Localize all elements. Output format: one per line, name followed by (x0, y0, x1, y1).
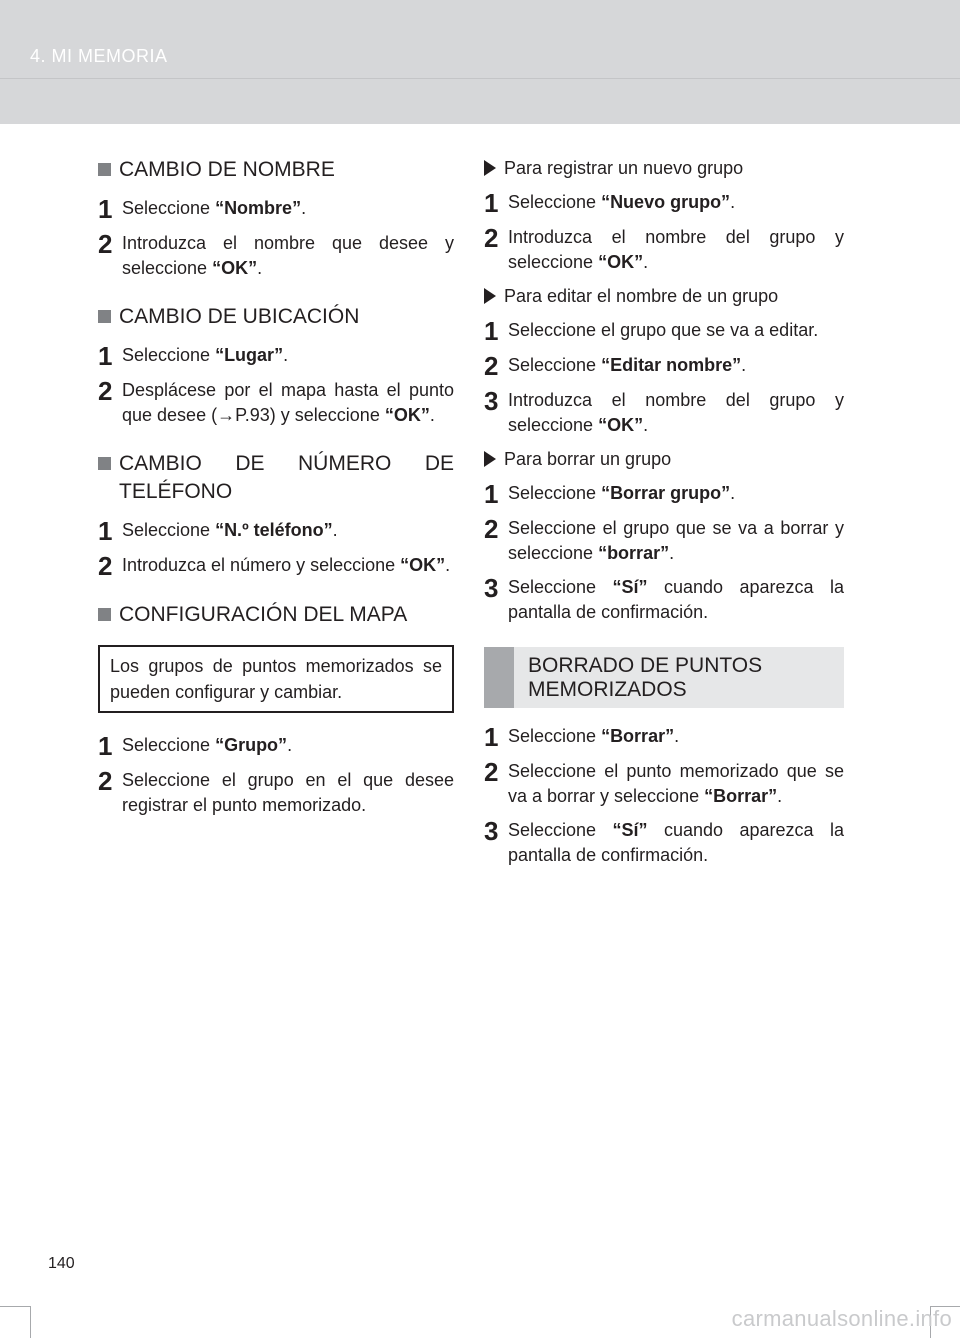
watermark: carmanualsonline.info (731, 1306, 952, 1331)
sub-heading: Para editar el nombre de un grupo (484, 284, 844, 309)
banner-accent-bar (484, 647, 514, 708)
step: 1 Seleccione “Grupo”. (98, 731, 293, 761)
section-heading: CONFIGURACIÓN DEL MAPA (98, 601, 454, 629)
step: 2 Introduzca el número y seleccione “OK”. (98, 551, 451, 581)
step: 1 Seleccione “Borrar”. (484, 722, 680, 752)
step: 2 Introduzca el nombre que desee y seleccione “OK”. (98, 229, 454, 278)
square-bullet-icon (98, 163, 111, 176)
crop-mark (0, 1306, 30, 1307)
step: 1 Seleccione “Borrar grupo”. (484, 479, 736, 509)
step: 2 Introduzca el nombre del grupo y seleccione “OK”. (484, 223, 844, 272)
info-box: Los grupos de puntos memorizados se pueden configurar y cambiar. (98, 645, 454, 713)
page-header (0, 0, 960, 124)
sub-heading: Para borrar un grupo (484, 447, 844, 472)
step: 1 Seleccione “Lugar”. (98, 341, 289, 371)
step: 1 Seleccione “N.º teléfono”. (98, 516, 338, 546)
step: 2 Seleccione el grupo que se va a borrar y seleccione “borrar”. (484, 514, 844, 563)
step: 2 Seleccione el punto memorizado que se va a borrar y seleccione “Borrar”. (484, 757, 844, 806)
header-divider (0, 78, 960, 79)
triangle-bullet-icon (484, 160, 496, 176)
sub-heading: Para registrar un nuevo grupo (484, 156, 844, 181)
section-heading: CAMBIO DE NÚMERO DE TELÉFONO (98, 450, 454, 506)
chapter-title: 4. MI MEMORIA (30, 46, 168, 66)
step: 3 Seleccione “Sí” cuando aparezca la pantalla de confirmación. (484, 573, 844, 622)
step: 2 Desplácese por el mapa hasta el punto que desee (→P.93) y seleccione “OK”. (98, 376, 454, 425)
square-bullet-icon (98, 310, 111, 323)
square-bullet-icon (98, 608, 111, 621)
step: 1 Seleccione el grupo que se va a editar. (484, 316, 819, 346)
square-bullet-icon (98, 457, 111, 470)
banner-title-line2: MEMORIZADOS (528, 678, 687, 701)
step: 1 Seleccione “Nombre”. (98, 194, 307, 224)
triangle-bullet-icon (484, 451, 496, 467)
step: 3 Introduzca el nombre del grupo y seleccione “OK”. (484, 386, 844, 435)
step: 3 Seleccione “Sí” cuando aparezca la pantalla de confirmación. (484, 816, 844, 865)
page-number: 140 (48, 1255, 75, 1272)
right-column (484, 150, 844, 877)
triangle-bullet-icon (484, 288, 496, 304)
left-column (98, 150, 454, 827)
step: 1 Seleccione “Nuevo grupo”. (484, 188, 736, 218)
banner-title-line1: BORRADO DE PUNTOS (528, 654, 763, 677)
section-banner (484, 647, 844, 708)
section-heading: CAMBIO DE UBICACIÓN (98, 303, 454, 331)
crop-mark (30, 1306, 31, 1338)
step: 2 Seleccione el grupo en el que desee registrar el punto memorizado. (98, 766, 454, 815)
step: 2 Seleccione “Editar nombre”. (484, 351, 747, 381)
section-heading: CAMBIO DE NOMBRE (98, 156, 454, 184)
